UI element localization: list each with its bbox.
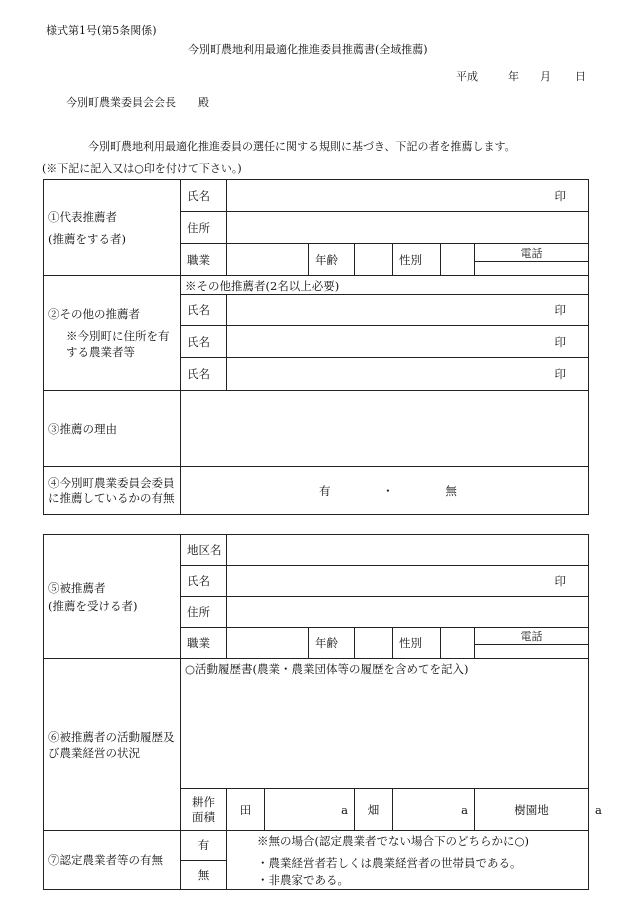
seal-mark: 印 — [554, 188, 566, 203]
date-day: 日 — [575, 70, 586, 83]
nominee-table — [43, 534, 602, 890]
section4-yes[interactable]: 有 — [319, 483, 331, 498]
date-month: 月 — [540, 70, 551, 83]
name-label: 氏名 — [181, 358, 227, 391]
rep-name-field[interactable] — [227, 180, 589, 212]
section1-label — [44, 180, 181, 276]
phone-label: 電話 — [475, 628, 588, 645]
rep-address-field[interactable] — [227, 212, 589, 244]
occupation-label: 職業 — [181, 244, 227, 276]
section5-subtitle: (推薦を受ける者) — [48, 598, 138, 613]
nominee-sex-field[interactable] — [441, 628, 475, 659]
section2-title: ②その他の推薦者 — [48, 307, 140, 321]
sex-label: 性別 — [393, 244, 441, 276]
upland-area-input[interactable] — [393, 789, 475, 831]
nominee-name-field[interactable] — [227, 566, 589, 597]
area-label: 耕作面積 — [181, 789, 227, 831]
district-label: 地区名 — [181, 535, 227, 566]
nominee-occupation-field[interactable] — [227, 628, 309, 659]
rep-occupation-field[interactable] — [227, 244, 309, 276]
field-label: 田 — [227, 789, 265, 831]
field-area-input[interactable] — [265, 789, 355, 831]
form-number: 様式第1号(第5条関係) — [46, 24, 157, 37]
history-field[interactable] — [181, 659, 589, 789]
section4-options[interactable] — [181, 467, 589, 515]
district-field[interactable] — [227, 535, 589, 566]
unit-label: a — [595, 802, 602, 817]
section4-no[interactable]: 無 — [445, 483, 457, 498]
address-label: 住所 — [181, 597, 227, 628]
section3-title: ③推薦の理由 — [44, 391, 181, 467]
instruction-text: (※下記に記入又は○印を付けて下さい。) — [42, 162, 242, 175]
seal-mark: 印 — [554, 303, 566, 317]
occupation-label: 職業 — [181, 628, 227, 659]
section6-title: ⑥被推薦者の活動履歴及び農業経営の状況 — [44, 659, 181, 831]
addressee: 今別町農業委員会会長 殿 — [66, 96, 209, 109]
address-label: 住所 — [181, 212, 227, 244]
recommender-table — [43, 179, 589, 515]
section1-title: ①代表推薦者 — [48, 209, 117, 224]
rep-age-field[interactable] — [355, 244, 393, 276]
age-label: 年齢 — [309, 628, 355, 659]
date-era: 平成 — [456, 70, 478, 83]
seal-mark: 印 — [554, 334, 566, 349]
section5-title: ⑤被推薦者 — [48, 580, 106, 595]
age-label: 年齢 — [309, 244, 355, 276]
name-label: 氏名 — [181, 566, 227, 597]
section2-note: ※今別町に住所を有する農業者等 — [66, 329, 170, 359]
other-name-field-2[interactable] — [227, 326, 589, 358]
seal-mark: 印 — [554, 367, 566, 381]
unit-label: a — [341, 802, 348, 817]
nominee-address-field[interactable] — [227, 597, 589, 628]
section1-subtitle: (推薦をする者) — [48, 231, 126, 246]
sex-label: 性別 — [393, 628, 441, 659]
history-label: ○活動履歴書(農業・農業団体等の履歴を含めてを記入) — [185, 662, 469, 676]
section2-header-note: ※その他推薦者(2名以上必要) — [181, 276, 589, 295]
name-label: 氏名 — [181, 295, 227, 326]
other-name-field-3[interactable] — [227, 358, 589, 391]
section2-label — [44, 276, 181, 391]
upland-label: 畑 — [355, 789, 393, 831]
rep-phone-cell[interactable] — [475, 244, 589, 276]
section5-label — [44, 535, 181, 659]
nominee-age-field[interactable] — [355, 628, 393, 659]
intro-text: 今別町農地利用最適化推進委員の選任に関する規則に基づき、下記の者を推薦します。 — [88, 140, 516, 153]
nominee-phone-cell[interactable] — [475, 628, 589, 659]
phone-label: 電話 — [475, 245, 588, 262]
section4-title: ④今別町農業委員会委員に推薦しているかの有無 — [44, 467, 181, 515]
section7-note: ※無の場合(認定農業者でない場合下のどちらかに○) — [257, 834, 530, 848]
name-label: 氏名 — [181, 180, 227, 212]
section4-dot: ・ — [382, 483, 394, 498]
date-year: 年 — [508, 70, 519, 83]
reason-field[interactable] — [181, 391, 589, 467]
name-label: 氏名 — [181, 326, 227, 358]
section7-option1[interactable]: ・農業経営者若しくは農業経営者の世帯員である。 — [257, 856, 522, 870]
other-name-field-1[interactable] — [227, 295, 589, 326]
seal-mark: 印 — [554, 574, 566, 588]
section7-no[interactable]: 無 — [181, 860, 227, 890]
section7-options — [227, 831, 589, 890]
unit-label: a — [461, 802, 468, 817]
page-title: 今別町農地利用最適化推進委員推薦書(全域推薦) — [188, 43, 428, 56]
section7-title: ⑦認定農業者等の有無 — [44, 831, 181, 890]
rep-sex-field[interactable] — [441, 244, 475, 276]
section7-option2[interactable]: ・非農家である。 — [257, 873, 349, 887]
orchard-label: 樹園地 — [475, 789, 589, 831]
section7-yes[interactable]: 有 — [181, 831, 227, 861]
